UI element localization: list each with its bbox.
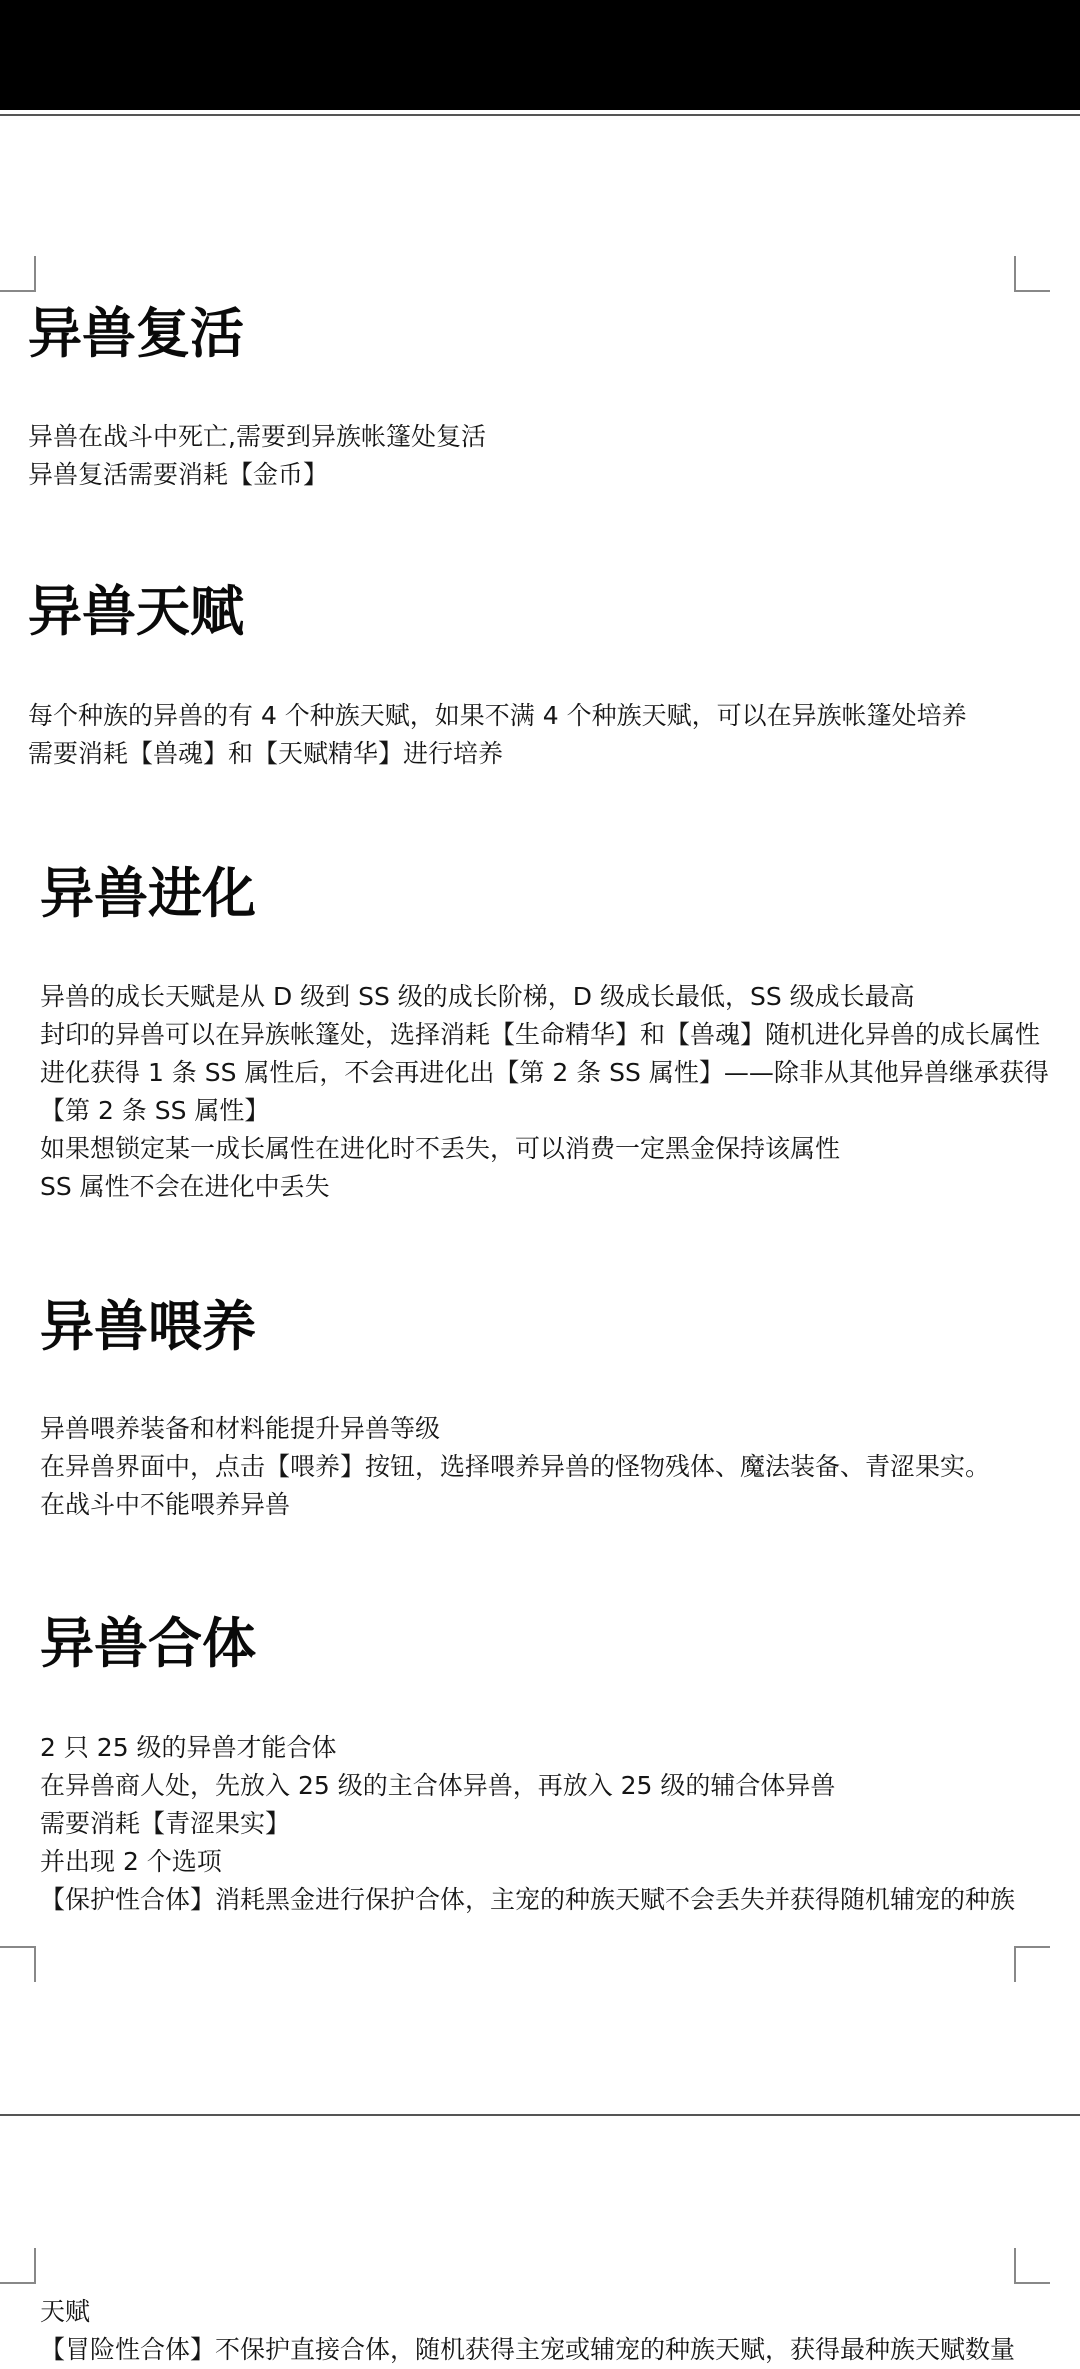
crop-mark-top-right-page2 <box>1014 2248 1050 2284</box>
status-bar <box>0 0 1080 110</box>
body-line: 异兽喂养装备和材料能提升异兽等级 <box>40 1414 441 1443</box>
section-title-fusion: 异兽合体 <box>40 1612 256 1675</box>
body-line: 2 只 25 级的异兽才能合体 <box>40 1733 337 1762</box>
crop-mark-top-left-page2 <box>0 2248 36 2284</box>
body-line: 【保护性合体】消耗黑金进行保护合体，主宠的种族天赋不会丢失并获得随机辅宠的种族 <box>40 1885 1016 1914</box>
crop-mark-top-right <box>1014 256 1050 292</box>
page-top-border <box>0 114 1080 116</box>
body-line: 异兽在战斗中死亡,需要到异族帐篷处复活 <box>28 422 486 451</box>
section-body-talent <box>28 697 967 773</box>
body-line: 在异兽商人处，先放入 25 级的主合体异兽，再放入 25 级的辅合体异兽 <box>40 1771 836 1800</box>
body-line: SS 属性不会在进化中丢失 <box>40 1172 330 1201</box>
section-body-feeding <box>40 1410 990 1524</box>
body-line: 每个种族的异兽的有 4 个种族天赋，如果不满 4 个种族天赋，可以在异族帐篷处培养 <box>28 701 967 730</box>
body-line: 进化获得 1 条 SS 属性后，不会再进化出【第 2 条 SS 属性】——除非从其他异兽继承获得 <box>40 1058 1049 1087</box>
section-title-feeding: 异兽喂养 <box>40 1295 256 1358</box>
body-line: 如果想锁定某一成长属性在进化时不丢失，可以消费一定黑金保持该属性 <box>40 1134 841 1163</box>
section-body-fusion <box>40 1729 1015 1919</box>
section-title-talent: 异兽天赋 <box>28 580 244 643</box>
section-body-revive <box>28 418 486 494</box>
body-line: 【冒险性合体】不保护直接合体，随机获得主宠或辅宠的种族天赋，获得最种族天赋数量 <box>40 2335 1016 2364</box>
body-line: 异兽复活需要消耗【金币】 <box>28 460 329 489</box>
page-break-line <box>0 2114 1080 2116</box>
body-line: 天赋 <box>40 2297 91 2326</box>
section-title-revive: 异兽复活 <box>28 302 244 365</box>
body-line: 在战斗中不能喂养异兽 <box>40 1490 291 1519</box>
body-line: 封印的异兽可以在异族帐篷处，选择消耗【生命精华】和【兽魂】随机进化异兽的成长属性 <box>40 1020 1041 1049</box>
section-body-evolution <box>40 978 1049 1206</box>
crop-mark-top-left <box>0 256 36 292</box>
body-line: 在异兽界面中，点击【喂养】按钮，选择喂养异兽的怪物残体、魔法装备、青涩果实。 <box>40 1452 991 1481</box>
body-line: 【第 2 条 SS 属性】 <box>40 1096 270 1125</box>
body-line: 异兽的成长天赋是从 D 级到 SS 级的成长阶梯，D 级成长最低，SS 级成长最高 <box>40 982 915 1011</box>
crop-mark-bottom-left <box>0 1946 36 1982</box>
next-page-body <box>40 2293 1015 2369</box>
section-title-evolution: 异兽进化 <box>40 862 256 925</box>
crop-mark-bottom-right <box>1014 1946 1050 1982</box>
body-line: 需要消耗【青涩果实】 <box>40 1809 291 1838</box>
body-line: 并出现 2 个选项 <box>40 1847 222 1876</box>
body-line: 需要消耗【兽魂】和【天赋精华】进行培养 <box>28 739 504 768</box>
